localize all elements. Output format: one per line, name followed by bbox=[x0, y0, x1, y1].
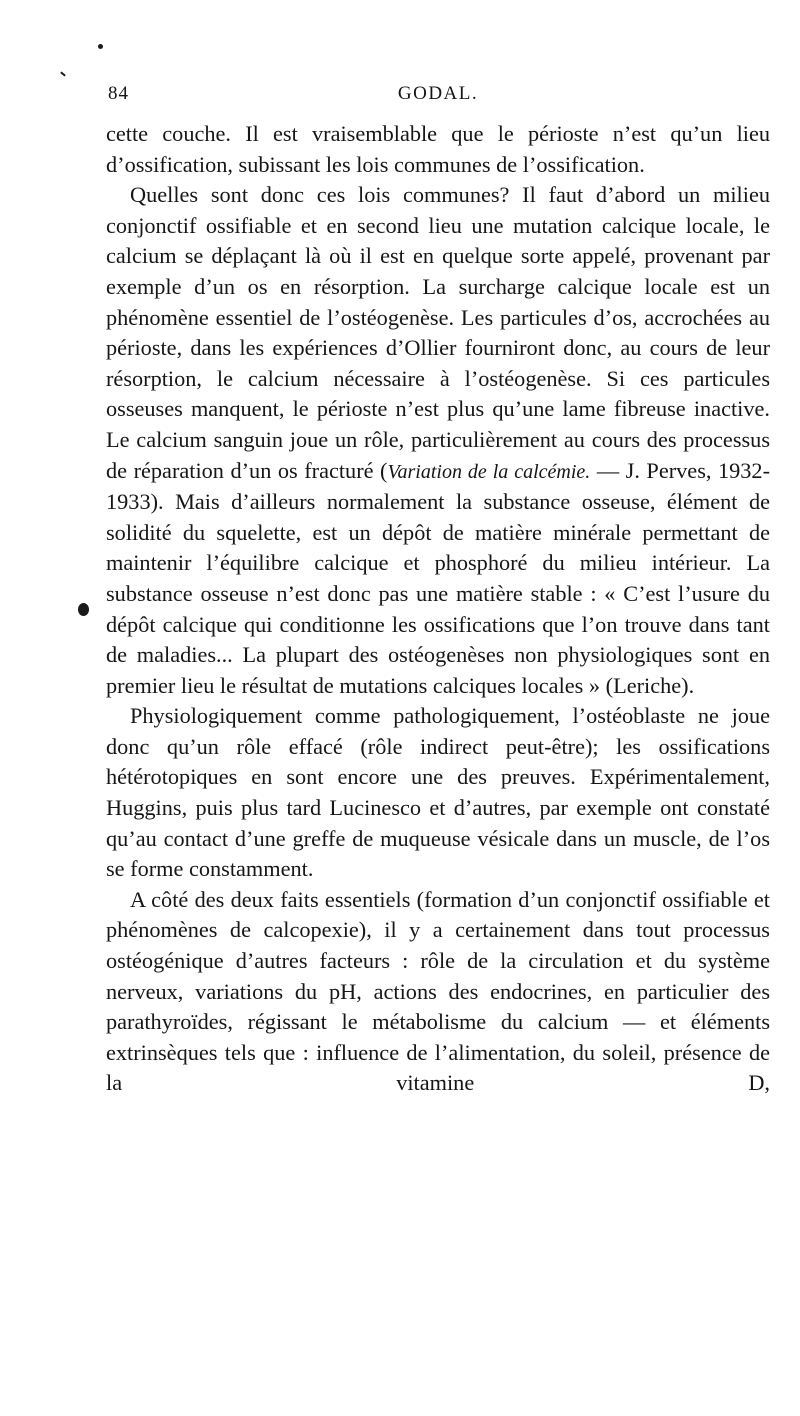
print-speck bbox=[60, 71, 66, 76]
paragraph-text: — J. Perves, 1932-1933). Mais d’ailleurs normalement la substance osseuse, élément de solidité du squelette, est un dépôt de matière minérale permettant de maintenir l’équilibre calcique et phosphoré du milieu intérieur. La substance osseuse n’est donc pas une matière stable : « C’est l’usure du dépôt calcique qui conditionne les ossifications que l’on trouve dans tant de maladies... La plupart des ostéogenèses non physiologiques sont en premier lieu le résultat de mutations calciques locales » (Leriche). bbox=[106, 457, 770, 698]
paragraph bbox=[106, 180, 770, 701]
paragraph: cette couche. Il est vraisemblable que le périoste n’est qu’un lieu d’ossification, subissant les lois communes de l’ossification. bbox=[106, 121, 770, 177]
citation-title: Variation de la calcémie. bbox=[387, 460, 591, 483]
ink-blot bbox=[78, 603, 89, 616]
page-header bbox=[108, 83, 768, 111]
paragraph: A côté des deux faits essentiels (formation d’un conjonctif ossifiable et phénomènes de calcopexie), il y a certainement dans tout processus ostéogénique d’autres facteurs : rôle de la circulation et du système nerveux, variations du pH, actions des endocrines, en particulier des parathyroïdes, régissant le métabolisme du calcium — et éléments extrinsèques tels que : influence de l’alimentation, du soleil, présence de la vitamine D, bbox=[106, 886, 770, 1096]
page-number: 84 bbox=[108, 83, 129, 104]
print-speck bbox=[98, 44, 103, 49]
running-head: GODAL. bbox=[397, 83, 479, 104]
paragraph-text: Quelles sont donc ces lois communes? Il faut d’abord un milieu conjonctif ossifiable et en second lieu une mutation calcique locale, le calcium se déplaçant là où il est en quelque sorte appelé, provenant par exemple d’un os en résorption. La surcharge calcique locale est un phénomène essentiel de l’ostéogenèse. Les particules d’os, accrochées au périoste, dans les expériences d’Ollier fourniront donc, au cours de leur résorption, le calcium nécessaire à l’ostéogenèse. Si ces particules osseuses manquent, le périoste n’est plus qu’une lame fibreuse inactive. Le calcium sanguin joue un rôle, particulièrement au cours des processus de réparation d’un os fracturé ( bbox=[106, 182, 770, 483]
body-text bbox=[106, 119, 770, 1099]
paragraph: Physiologiquement comme pathologiquement, l’ostéoblaste ne joue donc qu’un rôle effacé (rôle indirect peut-être); les ossifications hétérotopiques en sont encore une des preuves. Expérimentalement, Huggins, puis plus tard Lucinesco et d’autres, par exemple ont constaté qu’au contact d’une greffe de muqueuse vésicale dans un muscle, de l’os se forme constamment. bbox=[106, 703, 770, 882]
